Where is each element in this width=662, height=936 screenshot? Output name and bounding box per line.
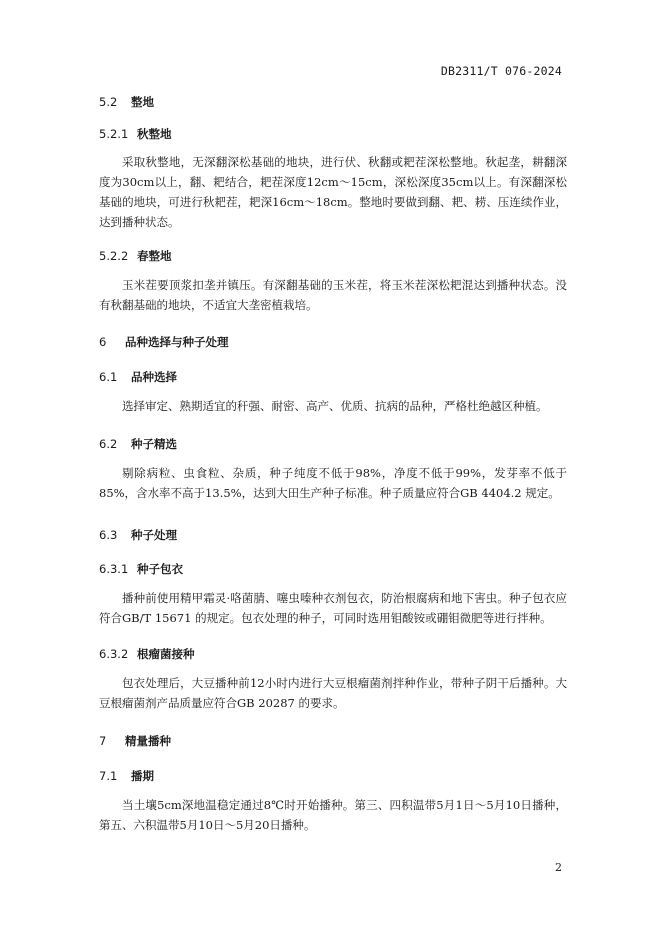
section-title: 种子精选	[131, 437, 177, 451]
paragraph: 选择审定、熟期适宜的秆强、耐密、高产、优质、抗病的品种，严格杜绝越区种植。	[122, 399, 548, 413]
section-number: 6.1	[99, 370, 118, 384]
section-heading	[99, 527, 177, 543]
section-title: 品种选择	[131, 370, 177, 384]
section-number: 6.3	[99, 528, 118, 542]
section-heading	[99, 334, 229, 350]
section-heading	[99, 248, 172, 264]
section-number: 6.3.1	[99, 562, 129, 576]
section-title: 种子处理	[131, 528, 177, 542]
section-heading	[99, 369, 177, 385]
section-heading	[99, 733, 171, 749]
section-heading	[99, 126, 172, 142]
document-code: DB2311/T 076-2024	[440, 64, 562, 78]
section-heading	[99, 94, 154, 110]
section-title: 精量播种	[125, 734, 171, 748]
section-title: 种子包衣	[137, 562, 183, 576]
section-number: 6	[99, 335, 107, 349]
section-number: 6.3.2	[99, 647, 129, 661]
section-title: 秋整地	[137, 127, 172, 141]
section-number: 7.1	[99, 769, 118, 783]
paragraph: 玉米茬要顶浆扣垄并镇压。有深翻基础的玉米茬，将玉米茬深松耙混达到播种状态。没有秋翻基础的地块，不适宜大垄密植栽培。	[99, 278, 567, 312]
section-number: 5.2.1	[99, 127, 129, 141]
section-heading	[99, 561, 183, 577]
section-title: 根瘤菌接种	[137, 647, 195, 661]
section-title: 品种选择与种子处理	[125, 335, 229, 349]
section-heading	[99, 768, 154, 784]
section-title: 春整地	[137, 249, 172, 263]
paragraph: 当土壤5cm深地温稳定通过8℃时开始播种。第三、四积温带5月1日～5月10日播种，第五、六积温带5月10日～5月20日播种。	[99, 798, 567, 832]
paragraph: 包衣处理后，大豆播种前12小时内进行大豆根瘤菌剂拌种作业，带种子阴干后播种。大豆根瘤菌剂产品质量应符合GB 20287 的要求。	[99, 676, 567, 710]
paragraph: 采取秋整地，无深翻深松基础的地块，进行伏、秋翻或耙茬深松整地。秋起垄，耕翻深度为30cm以上，翻、耙结合，耙茬深度12cm～15cm，深松深度35cm以上。有深翻深松基础的地块，可进行秋耙茬，耙深16cm～18cm。整地时要做到翻、耙、耢、压连续作业，达到播种状态。	[99, 155, 567, 229]
section-number: 5.2.2	[99, 249, 129, 263]
section-title: 整地	[131, 95, 154, 109]
section-heading	[99, 646, 195, 662]
section-title: 播期	[131, 769, 154, 783]
paragraph: 剔除病粒、虫食粒、杂质，种子纯度不低于98%，净度不低于99%，发芽率不低于85%，含水率不高于13.5%，达到大田生产种子标准。种子质量应符合GB 4404.2 规定。	[99, 466, 567, 500]
section-number: 7	[99, 734, 107, 748]
section-heading	[99, 436, 177, 452]
paragraph: 播种前使用精甲霜灵·咯菌腈、噻虫嗪种衣剂包衣，防治根腐病和地下害虫。种子包衣应符合GB/T 15671 的规定。包衣处理的种子，可同时选用钼酸铵或硼钼微肥等进行拌种。	[99, 591, 567, 625]
section-number: 6.2	[99, 437, 118, 451]
section-number: 5.2	[99, 95, 118, 109]
page-number: 2	[555, 861, 562, 874]
